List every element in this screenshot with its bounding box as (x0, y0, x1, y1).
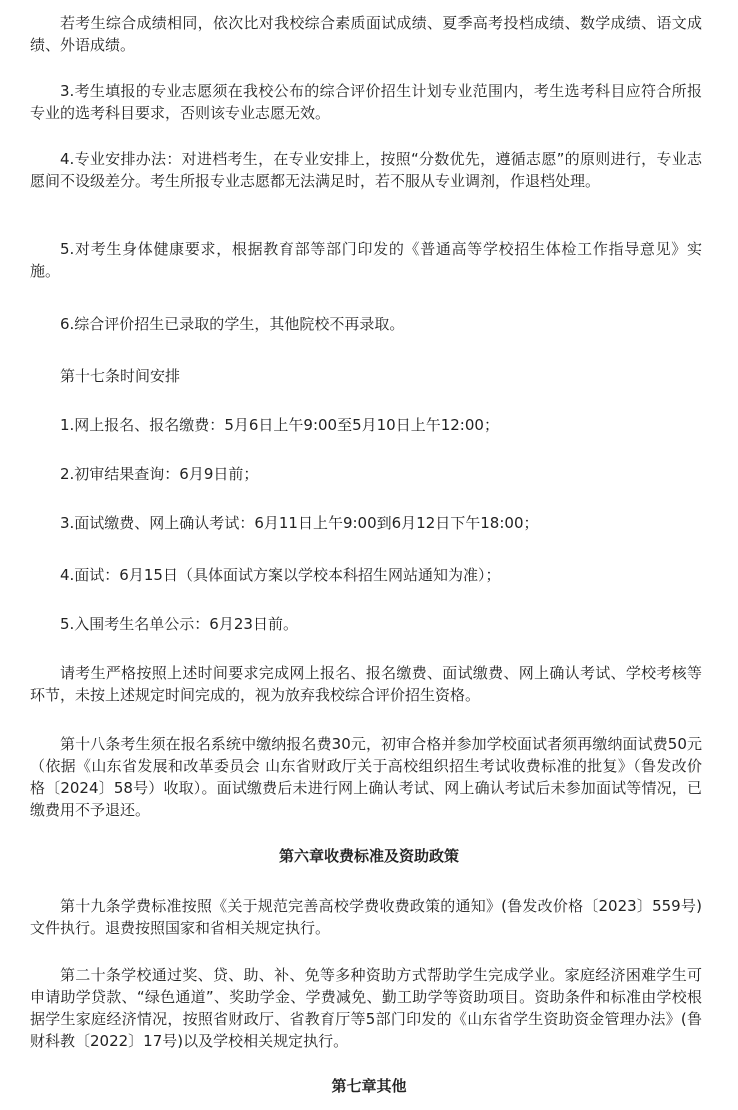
schedule-item-1: 1.网上报名、报名缴费：5月6日上午9:00至5月10日上午12:00； (60, 416, 499, 434)
paragraph-item-4-major-assignment: 4.专业安排办法：对进档考生，在专业安排上，按照“分数优先，遵循志愿”的原则进行，专业志愿间不设级差分。考生所报专业志愿都无法满足时，若不服从专业调剂，作退档处理。 (30, 150, 702, 190)
chapter-6-heading: 第六章收费标准及资助政策 (278, 847, 459, 865)
chapter-7-heading: 第七章其他 (331, 1077, 407, 1095)
schedule-item-4: 4.面试：6月15日（具体面试方案以学校本科招生网站通知为准）； (60, 566, 501, 584)
paragraph-article-19-tuition: 第十九条学费标准按照《关于规范完善高校学费收费政策的通知》(鲁发改价格〔2023〕559号)文件执行。退费按照国家和省相关规定执行。 (30, 897, 702, 937)
schedule-item-2: 2.初审结果查询：6月9日前； (60, 465, 259, 483)
paragraph-article-20-financial-aid: 第二十条学校通过奖、贷、助、补、免等多种资助方式帮助学生完成学业。家庭经济困难学生可申请助学贷款、“绿色通道”、奖助学金、学费减免、勤工助学等资助项目。资助条件和标准由学校根据学生家庭经济情况，按照省财政厅、省教育厅等5部门印发的《山东省学生资助资金管理办法》(鲁财科教〔2022〕17号)以及学校相关规定执行。 (30, 966, 702, 1050)
article-17-title: 第十七条时间安排 (60, 367, 181, 385)
paragraph-item-6-admission-exclusivity: 6.综合评价招生已录取的学生，其他院校不再录取。 (60, 315, 405, 333)
paragraph-item-5-health-requirement: 5.对考生身体健康要求，根据教育部等部门印发的《普通高等学校招生体检工作指导意见》实施。 (30, 240, 702, 280)
schedule-item-5: 5.入围考生名单公示：6月23日前。 (60, 615, 298, 633)
paragraph-article-18-fees: 第十八条考生须在报名系统中缴纳报名费30元，初审合格并参加学校面试者须再缴纳面试费50元（依据《山东省发展和改革委员会 山东省财政厅关于高校组织招生考试收费标准的批复》（鲁发改价格〔2024〕58号）收取）。面试缴费后未进行网上确认考试、网上确认考试后未参加面试等情况，已缴费用不予退还。 (30, 735, 702, 819)
schedule-item-3: 3.面试缴费、网上确认考试：6月11日上午9:00到6月12日下午18:00； (60, 514, 539, 532)
paragraph-schedule-notice: 请考生严格按照上述时间要求完成网上报名、报名缴费、面试缴费、网上确认考试、学校考核等环节，未按上述规定时间完成的，视为放弃我校综合评价招生资格。 (30, 664, 702, 704)
paragraph-item-3-major-scope: 3.考生填报的专业志愿须在我校公布的综合评价招生计划专业范围内，考生选考科目应符合所报专业的选考科目要求，否则该专业志愿无效。 (30, 82, 702, 122)
paragraph-tie-break-rule: 若考生综合成绩相同，依次比对我校综合素质面试成绩、夏季高考投档成绩、数学成绩、语文成绩、外语成绩。 (30, 14, 702, 54)
